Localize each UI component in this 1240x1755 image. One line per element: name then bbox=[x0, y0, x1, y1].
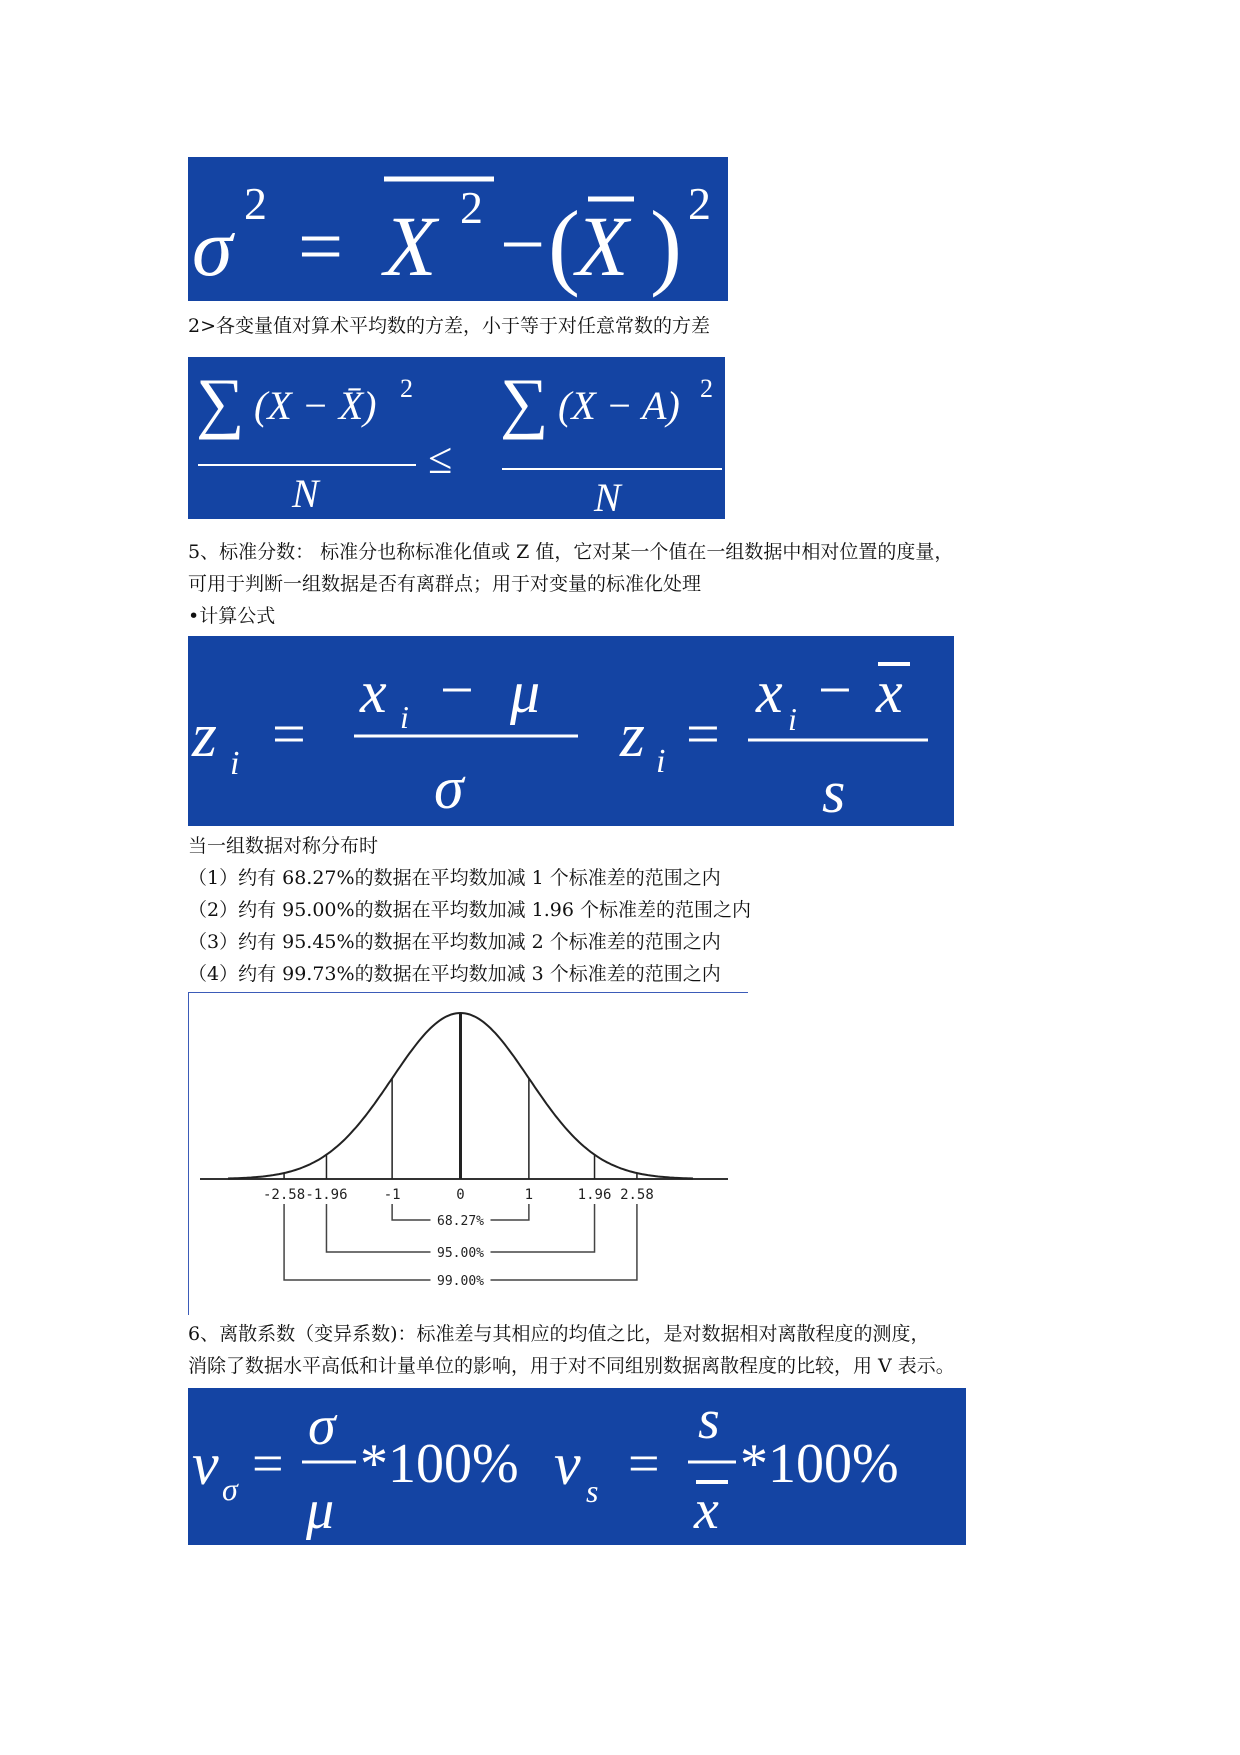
x-symbol: x bbox=[756, 659, 783, 725]
minus-sign: − bbox=[440, 657, 474, 723]
mu-symbol: μ bbox=[510, 659, 541, 725]
x-symbol: x bbox=[360, 659, 387, 725]
text-line: （3）约有 95.45%的数据在平均数加减 2 个标准差的范围之内 bbox=[188, 931, 721, 953]
range-label: 99.00% bbox=[437, 1274, 484, 1289]
normal-distribution-chart bbox=[188, 992, 748, 1315]
subscript-i: i bbox=[788, 701, 797, 737]
left-paren: ( bbox=[548, 191, 580, 298]
sigma-symbol: σ bbox=[192, 202, 233, 293]
x-tick-label: 0 bbox=[456, 1187, 465, 1203]
xbar-symbol: x bbox=[876, 659, 903, 725]
x-tick-label: -2.58 bbox=[262, 1187, 306, 1203]
numerator-right: (X − A) bbox=[558, 383, 680, 428]
formula-variance-inequality bbox=[188, 357, 725, 519]
less-equal-sign: ≤ bbox=[428, 434, 453, 483]
subscript-i: i bbox=[230, 745, 240, 782]
subscript-i: i bbox=[400, 699, 409, 735]
sum-symbol: ∑ bbox=[196, 364, 245, 440]
denominator: N bbox=[594, 475, 621, 519]
z-symbol: z bbox=[192, 699, 217, 770]
x-tick-label: -1.96 bbox=[305, 1187, 348, 1203]
range-label: 95.00% bbox=[437, 1246, 484, 1261]
x-tick-label: 1.96 bbox=[577, 1187, 612, 1203]
sigma-symbol: σ bbox=[308, 1395, 336, 1457]
s-symbol: s bbox=[822, 759, 846, 825]
formula-coefficient-of-variation bbox=[188, 1388, 966, 1545]
exponent: 2 bbox=[460, 182, 483, 233]
z-symbol: z bbox=[620, 699, 645, 770]
exponent: 2 bbox=[700, 374, 713, 403]
minus-sign: − bbox=[818, 657, 852, 723]
text-line: 可用于判断一组数据是否有离群点；用于对变量的标准化处理 bbox=[188, 573, 702, 595]
percent-factor: *100% bbox=[740, 1433, 899, 1495]
range-label: 68.27% bbox=[437, 1214, 484, 1229]
sigma-symbol: σ bbox=[434, 755, 464, 821]
text-line: （1）约有 68.27%的数据在平均数加减 1 个标准差的范围之内 bbox=[188, 867, 721, 889]
right-paren: ) bbox=[650, 191, 682, 298]
sum-symbol: ∑ bbox=[500, 364, 549, 440]
subscript-sigma: σ bbox=[222, 1471, 238, 1507]
equals-sign: = bbox=[272, 701, 306, 767]
exponent: 2 bbox=[688, 178, 711, 229]
text-line: •计算公式 bbox=[188, 605, 276, 627]
subscript-i: i bbox=[656, 743, 666, 780]
text-line: 消除了数据水平高低和计量单位的影响，用于对不同组别数据离散程度的比较，用 V 表示。 bbox=[188, 1355, 955, 1377]
equals-sign: = bbox=[298, 203, 344, 291]
exponent: 2 bbox=[244, 178, 267, 229]
text-line: 2>各变量值对算术平均数的方差，小于等于对任意常数的方差 bbox=[188, 315, 711, 337]
text-line: 5、标准分数： 标准分也称标准化值或 Z 值，它对某一个值在一组数据中相对位置的度量， bbox=[188, 541, 954, 563]
s-symbol: s bbox=[698, 1389, 720, 1451]
denominator: N bbox=[292, 471, 319, 516]
formula-z-score bbox=[188, 636, 954, 826]
x-symbol: X bbox=[384, 198, 437, 294]
text-line: （4）约有 99.73%的数据在平均数加减 3 个标准差的范围之内 bbox=[188, 963, 721, 985]
equals-sign: = bbox=[252, 1433, 284, 1495]
text-line: 当一组数据对称分布时 bbox=[188, 835, 379, 857]
percent-factor: *100% bbox=[360, 1433, 519, 1495]
mu-symbol: μ bbox=[306, 1479, 335, 1541]
text-line: （2）约有 95.00%的数据在平均数加减 1.96 个标准差的范围之内 bbox=[188, 899, 751, 921]
minus-sign: − bbox=[500, 201, 546, 289]
equals-sign: = bbox=[628, 1433, 660, 1495]
subscript-s: s bbox=[586, 1473, 599, 1509]
v-symbol: v bbox=[192, 1431, 219, 1497]
x-tick-label: -1 bbox=[383, 1187, 401, 1203]
formula-variance-shortcut bbox=[188, 157, 728, 301]
equals-sign: = bbox=[686, 701, 720, 767]
xbar-symbol: x bbox=[694, 1479, 719, 1541]
x-tick-label: 2.58 bbox=[620, 1187, 654, 1203]
text-line: 6、离散系数（变异系数)：标准差与其相应的均值之比，是对数据相对离散程度的测度， bbox=[188, 1323, 930, 1345]
x-symbol: X bbox=[576, 198, 629, 294]
exponent: 2 bbox=[400, 374, 413, 403]
x-tick-label: 1 bbox=[524, 1187, 534, 1203]
v-symbol: v bbox=[554, 1431, 581, 1497]
numerator-left: (X − X̄) bbox=[254, 383, 377, 428]
